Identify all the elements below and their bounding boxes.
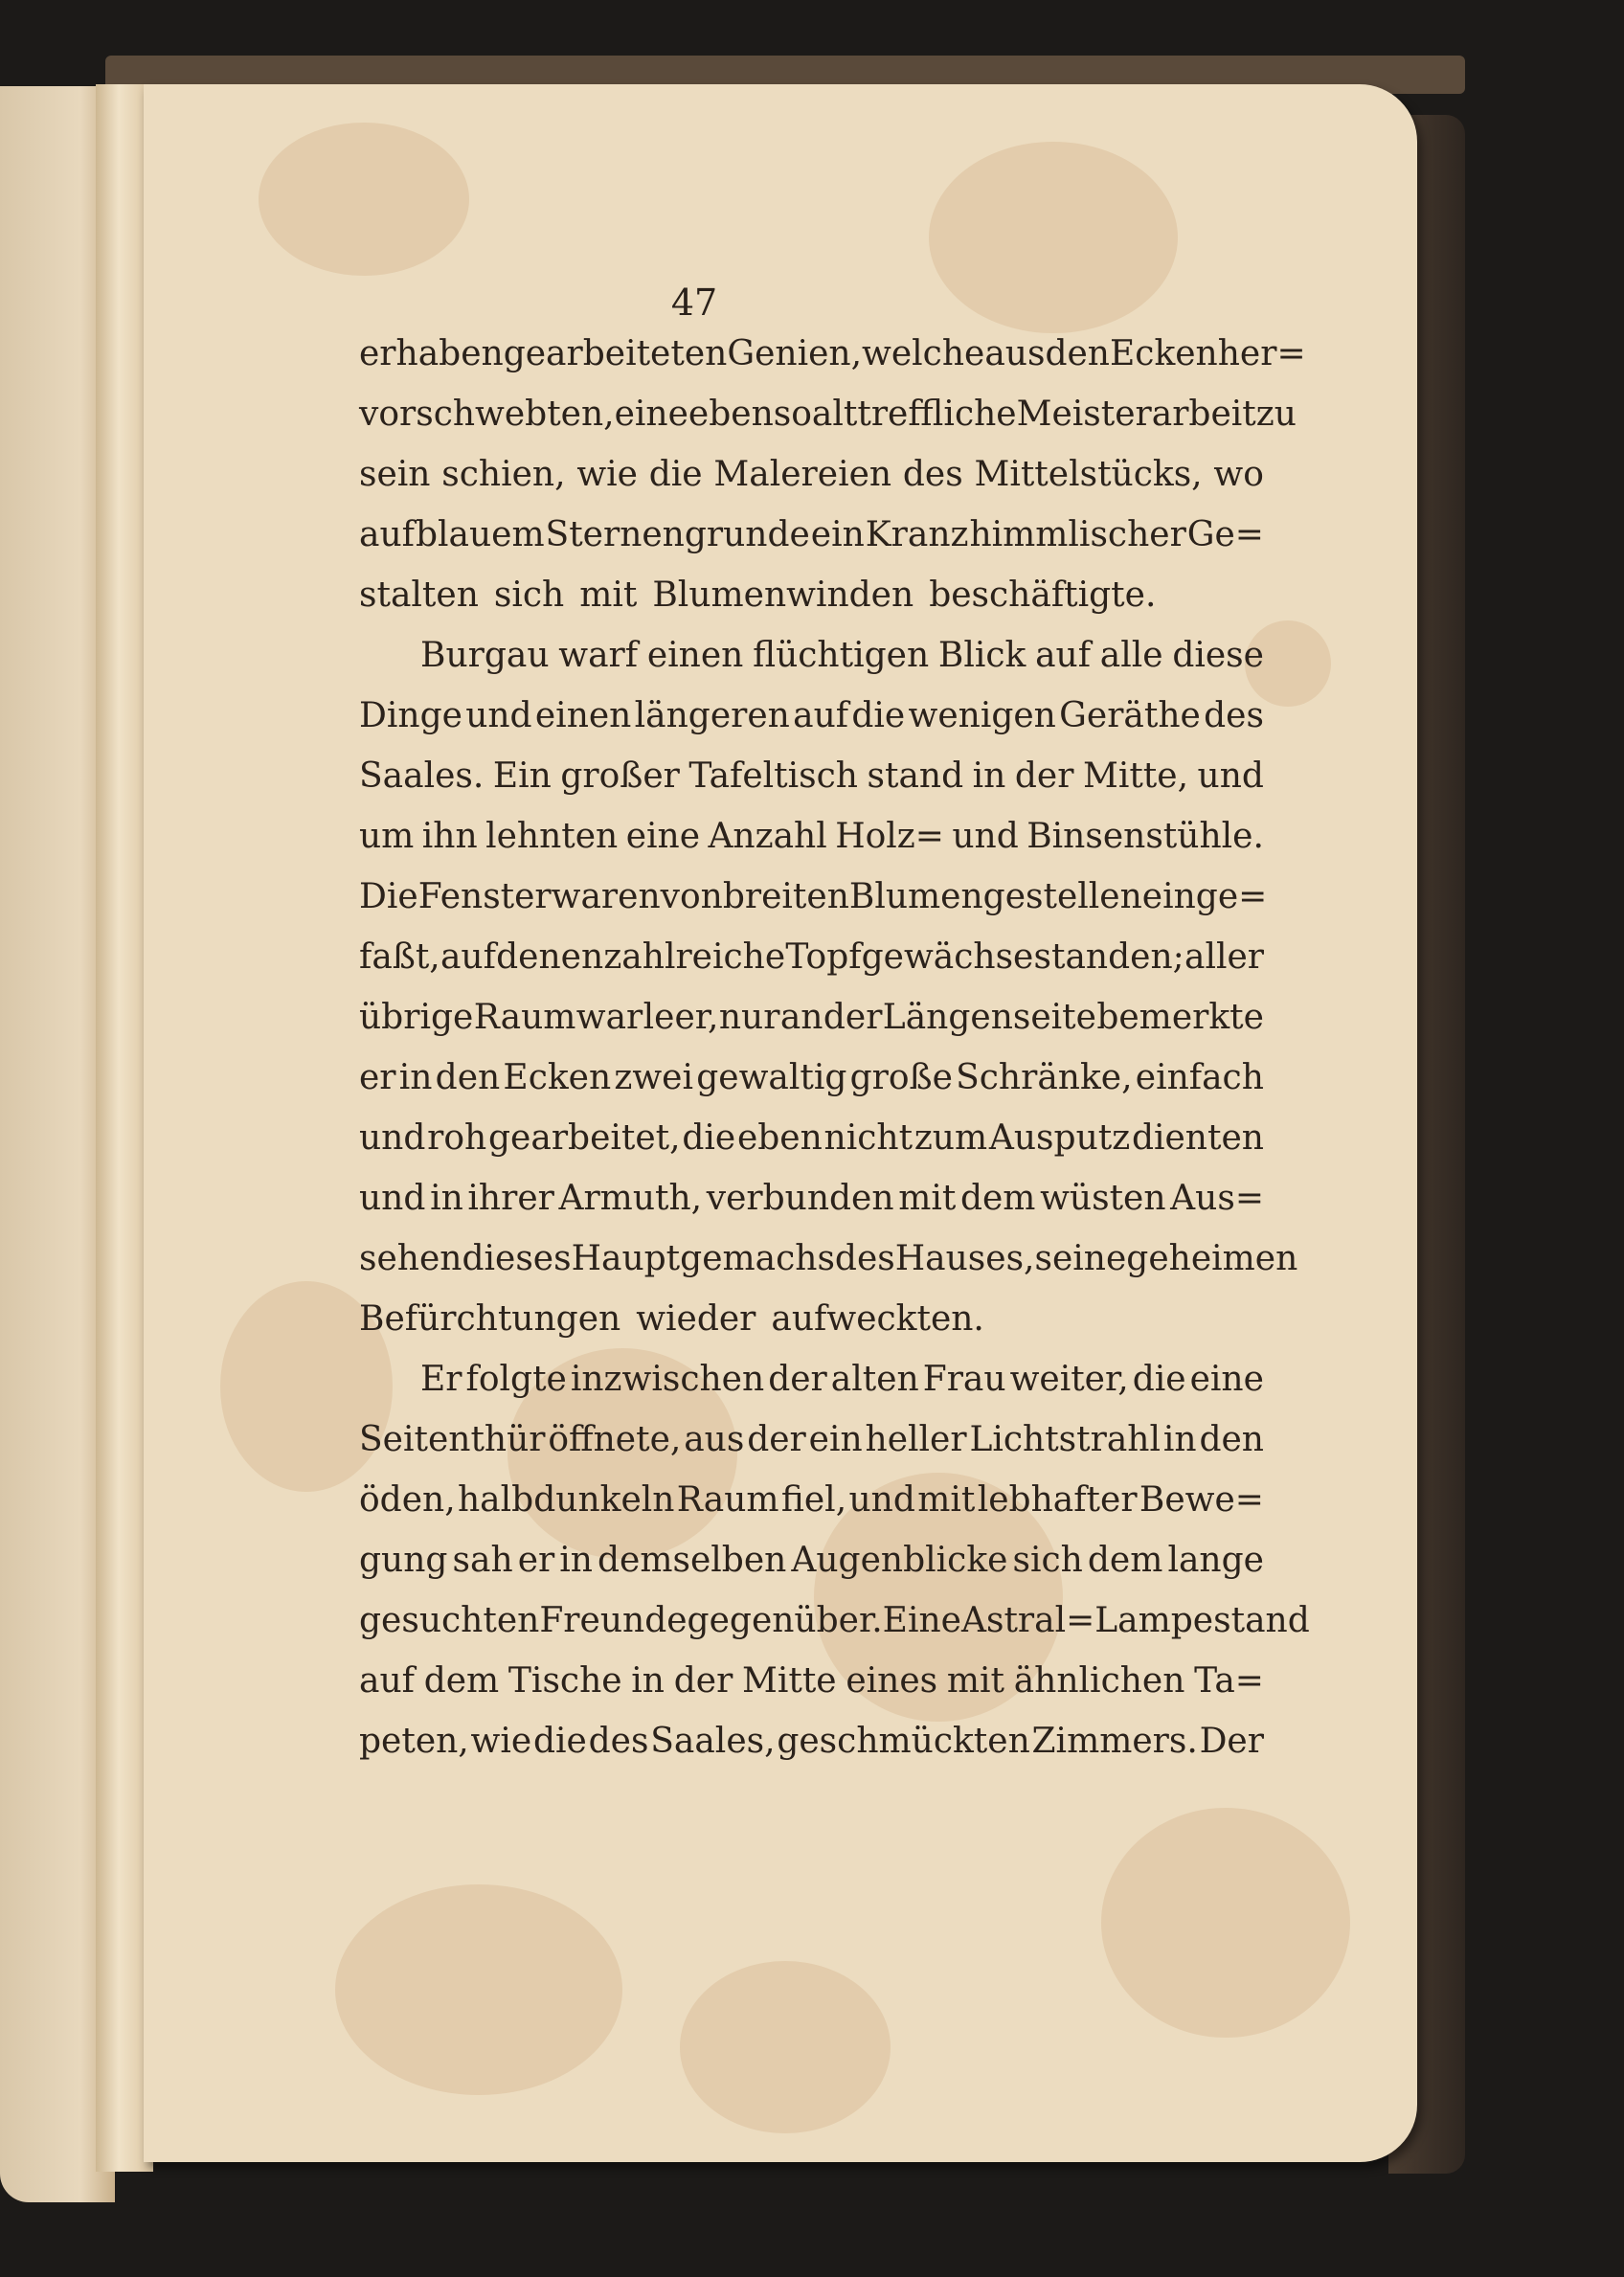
text-line xyxy=(359,927,1264,987)
word: der xyxy=(823,998,883,1037)
word: Lichtstrahl xyxy=(969,1420,1161,1459)
word: eine xyxy=(614,395,688,434)
word: er xyxy=(517,1541,555,1580)
word: Hauses, xyxy=(894,1239,1035,1278)
word: wieder xyxy=(636,1299,756,1339)
word: welche xyxy=(862,334,985,373)
word: Kranz xyxy=(865,515,969,554)
foxing-stain xyxy=(1101,1808,1350,2038)
word: Dinge xyxy=(359,696,462,735)
word: die xyxy=(1132,1360,1186,1399)
word: von xyxy=(660,877,723,916)
word: Meisterarbeit xyxy=(1016,395,1256,434)
text-line xyxy=(359,625,1264,686)
word: stalten xyxy=(359,575,479,615)
word: eine xyxy=(1189,1360,1264,1399)
word: folgte xyxy=(465,1360,567,1399)
word: wenigen xyxy=(908,696,1056,735)
word: in xyxy=(631,1661,665,1701)
word: in xyxy=(430,1179,463,1218)
word: aller xyxy=(1184,937,1264,977)
word: Aus= xyxy=(1170,1179,1264,1218)
word: Befürchtungen xyxy=(359,1299,621,1339)
text-line xyxy=(359,1048,1264,1108)
word: gesuchten xyxy=(359,1601,540,1640)
text-line xyxy=(359,384,1297,444)
word: Ecken xyxy=(503,1058,612,1097)
word: zahlreiche xyxy=(603,937,786,977)
word: nur xyxy=(718,998,780,1037)
word: sich xyxy=(1012,1541,1083,1580)
word: dem xyxy=(1087,1541,1163,1580)
word: gegenüber. xyxy=(687,1601,883,1640)
word: Tische xyxy=(508,1661,622,1701)
text-line xyxy=(359,1651,1264,1711)
word: Augenblicke xyxy=(791,1541,1008,1580)
text-line xyxy=(359,1229,1298,1289)
word: seine xyxy=(1034,1239,1127,1278)
word: Genien, xyxy=(727,334,863,373)
word: fiel, xyxy=(780,1480,847,1520)
word: zwei xyxy=(614,1058,693,1097)
word: demselben xyxy=(598,1541,787,1580)
word: Er xyxy=(420,1360,462,1399)
word: den xyxy=(435,1058,501,1097)
word: in xyxy=(398,1058,433,1097)
word: nicht xyxy=(823,1118,914,1158)
word: Ecken xyxy=(1110,334,1218,373)
word: zu xyxy=(1255,395,1297,434)
word: und xyxy=(848,1480,915,1520)
word: einge= xyxy=(1141,877,1268,916)
word: Bewe= xyxy=(1139,1480,1264,1520)
word: leer, xyxy=(643,998,719,1037)
word: alttreffliche xyxy=(811,395,1017,434)
word: Mitte, xyxy=(1082,756,1189,796)
word: roh xyxy=(427,1118,487,1158)
page-body-text xyxy=(359,324,1310,1771)
text-line xyxy=(359,1289,1264,1349)
word: dieses xyxy=(462,1239,572,1278)
word: war xyxy=(575,998,643,1037)
text-line xyxy=(359,1108,1264,1168)
word: eben xyxy=(736,1118,823,1158)
word: auf xyxy=(359,1661,415,1701)
word: Anzahl xyxy=(708,817,827,856)
word: Sternengrunde xyxy=(545,515,810,554)
word: alle xyxy=(1099,636,1163,675)
word: ein xyxy=(808,1420,863,1459)
word: dem xyxy=(423,1661,500,1701)
word: Armuth, xyxy=(558,1179,703,1218)
word: Saales. xyxy=(359,756,485,796)
word: Burgau xyxy=(420,636,550,675)
word: alten xyxy=(830,1360,919,1399)
word: so xyxy=(773,395,812,434)
word: auf xyxy=(1035,636,1092,675)
word: gung xyxy=(359,1541,448,1580)
word: blauem xyxy=(415,515,545,554)
word: Astral=Lampe xyxy=(960,1601,1214,1640)
word: vorschwebten, xyxy=(359,395,615,434)
word: Geräthe xyxy=(1059,696,1201,735)
text-line xyxy=(359,867,1268,927)
foxing-stain xyxy=(259,123,469,276)
word: lange xyxy=(1167,1541,1264,1580)
word: die xyxy=(851,696,906,735)
word: sein xyxy=(359,455,431,494)
word: waren xyxy=(551,877,661,916)
word: eines xyxy=(846,1661,938,1701)
word: längeren xyxy=(634,696,790,735)
word: mit xyxy=(917,1480,976,1520)
word: eine xyxy=(625,817,700,856)
word: Ge= xyxy=(1186,515,1264,554)
word: große xyxy=(849,1058,953,1097)
word: eben xyxy=(688,395,774,434)
word: ähnlichen xyxy=(1013,1661,1185,1701)
word: wie xyxy=(576,455,638,494)
text-line xyxy=(359,987,1264,1048)
word: öden, xyxy=(359,1480,456,1520)
word: sah xyxy=(452,1541,513,1580)
word: Freunde xyxy=(539,1601,688,1640)
word: mit xyxy=(946,1661,1004,1701)
word: lehnten xyxy=(485,817,619,856)
word: den xyxy=(1045,334,1110,373)
word: weiter, xyxy=(1009,1360,1129,1399)
word: die xyxy=(682,1118,736,1158)
word: Ta= xyxy=(1194,1661,1264,1701)
word: einen xyxy=(646,636,744,675)
word: Blumengestellen xyxy=(848,877,1142,916)
word: wie xyxy=(470,1722,532,1761)
word: Blick xyxy=(937,636,1026,675)
word: er xyxy=(359,1058,396,1097)
word: Der xyxy=(1199,1722,1264,1761)
word: ihrer xyxy=(467,1179,554,1218)
word: faßt, xyxy=(359,937,440,977)
text-line xyxy=(359,686,1264,746)
word: Raum xyxy=(676,1480,779,1520)
word: des xyxy=(1204,696,1264,735)
word: peten, xyxy=(359,1722,469,1761)
text-line xyxy=(359,1530,1264,1590)
word: dienten xyxy=(1131,1118,1264,1158)
word: einen xyxy=(534,696,632,735)
word: die xyxy=(648,455,703,494)
word: gearbeitet, xyxy=(488,1118,681,1158)
word: gewaltig xyxy=(696,1058,847,1097)
text-line xyxy=(359,324,1306,384)
word: her= xyxy=(1217,334,1306,373)
word: auf xyxy=(793,696,849,735)
word: des xyxy=(588,1722,649,1761)
word: Ausputz xyxy=(988,1118,1131,1158)
word: wüsten xyxy=(1040,1179,1166,1218)
word: erhaben xyxy=(359,334,504,373)
text-line xyxy=(359,1168,1264,1229)
word: Die xyxy=(359,877,418,916)
word: des xyxy=(834,1239,895,1278)
word: großer xyxy=(560,756,680,796)
word: geschmückten xyxy=(777,1722,1030,1761)
foxing-stain xyxy=(335,1884,622,2095)
word: stand xyxy=(1213,1601,1310,1640)
word: Binsenstühle. xyxy=(1026,817,1264,856)
word: um xyxy=(359,817,415,856)
word: und xyxy=(465,696,532,735)
word: Holz= xyxy=(835,817,944,856)
word: flüchtigen xyxy=(753,636,930,675)
word: und xyxy=(359,1118,426,1158)
word: der xyxy=(747,1420,806,1459)
word: aus xyxy=(684,1420,745,1459)
word: Schränke, xyxy=(956,1058,1133,1097)
text-line xyxy=(359,565,1264,625)
word: denen xyxy=(496,937,604,977)
word: Topfgewächse xyxy=(785,937,1034,977)
foxing-stain xyxy=(680,1961,891,2133)
word: Frau xyxy=(922,1360,1006,1399)
word: einfach xyxy=(1135,1058,1264,1097)
word: warf xyxy=(558,636,639,675)
word: diese xyxy=(1172,636,1264,675)
word: aufweckten. xyxy=(771,1299,984,1339)
word: Blumenwinden xyxy=(652,575,914,615)
text-line xyxy=(359,746,1264,806)
word: der xyxy=(673,1661,733,1701)
word: stand xyxy=(867,756,964,796)
word: ihn xyxy=(421,817,478,856)
word: Tafeltisch xyxy=(688,756,858,796)
word: an xyxy=(779,998,823,1037)
word: mit xyxy=(898,1179,957,1218)
word: Ein xyxy=(492,756,552,796)
word: schien, xyxy=(441,455,566,494)
word: lebhafter xyxy=(977,1480,1138,1520)
word: Saales, xyxy=(650,1722,776,1761)
text-line xyxy=(359,1590,1310,1651)
word: der xyxy=(1014,756,1074,796)
word: sich xyxy=(493,575,565,615)
word: in xyxy=(1162,1420,1197,1459)
text-line xyxy=(359,444,1264,505)
text-line xyxy=(359,505,1264,565)
word: und xyxy=(1197,756,1264,796)
word: dem xyxy=(959,1179,1036,1218)
word: standen; xyxy=(1033,937,1184,977)
word: übrige xyxy=(359,998,474,1037)
word: in xyxy=(972,756,1006,796)
word: Malereien xyxy=(713,455,892,494)
word: öffnete, xyxy=(548,1420,682,1459)
text-line xyxy=(359,1349,1264,1409)
page-number: 47 xyxy=(670,282,718,324)
word: zum xyxy=(914,1118,988,1158)
text-line xyxy=(359,1711,1264,1771)
word: himmlischer xyxy=(969,515,1186,554)
word: Fenster xyxy=(417,877,552,916)
word: breiten xyxy=(722,877,849,916)
word: heller xyxy=(865,1420,967,1459)
word: der xyxy=(768,1360,827,1399)
word: gearbeiteten xyxy=(503,334,728,373)
text-line xyxy=(359,1470,1264,1530)
word: verbunden xyxy=(706,1179,894,1218)
word: sehen xyxy=(359,1239,462,1278)
word: inzwischen xyxy=(570,1360,765,1399)
word: wo xyxy=(1213,455,1264,494)
right-page xyxy=(144,84,1417,2162)
word: Längenseite xyxy=(882,998,1096,1037)
word: ein xyxy=(810,515,865,554)
word: Zimmers. xyxy=(1031,1722,1198,1761)
word: Mittelstücks, xyxy=(974,455,1203,494)
text-line xyxy=(359,1409,1264,1470)
word: Eine xyxy=(882,1601,961,1640)
word: auf xyxy=(359,515,415,554)
word: mit xyxy=(579,575,638,615)
word: Raum xyxy=(473,998,576,1037)
word: halbdunkeln xyxy=(458,1480,675,1520)
word: aus xyxy=(984,334,1046,373)
word: und xyxy=(359,1179,426,1218)
word: Mitte xyxy=(742,1661,837,1701)
word: des xyxy=(902,455,963,494)
word: auf xyxy=(440,937,496,977)
word: geheimen xyxy=(1126,1239,1298,1278)
text-line xyxy=(359,806,1264,867)
word: beschäftigte. xyxy=(929,575,1157,615)
word: den xyxy=(1199,1420,1264,1459)
word: bemerkte xyxy=(1096,998,1264,1037)
word: die xyxy=(532,1722,587,1761)
word: und xyxy=(952,817,1019,856)
word: in xyxy=(559,1541,593,1580)
word: Seitenthür xyxy=(359,1420,546,1459)
word: Hauptgemachs xyxy=(571,1239,835,1278)
